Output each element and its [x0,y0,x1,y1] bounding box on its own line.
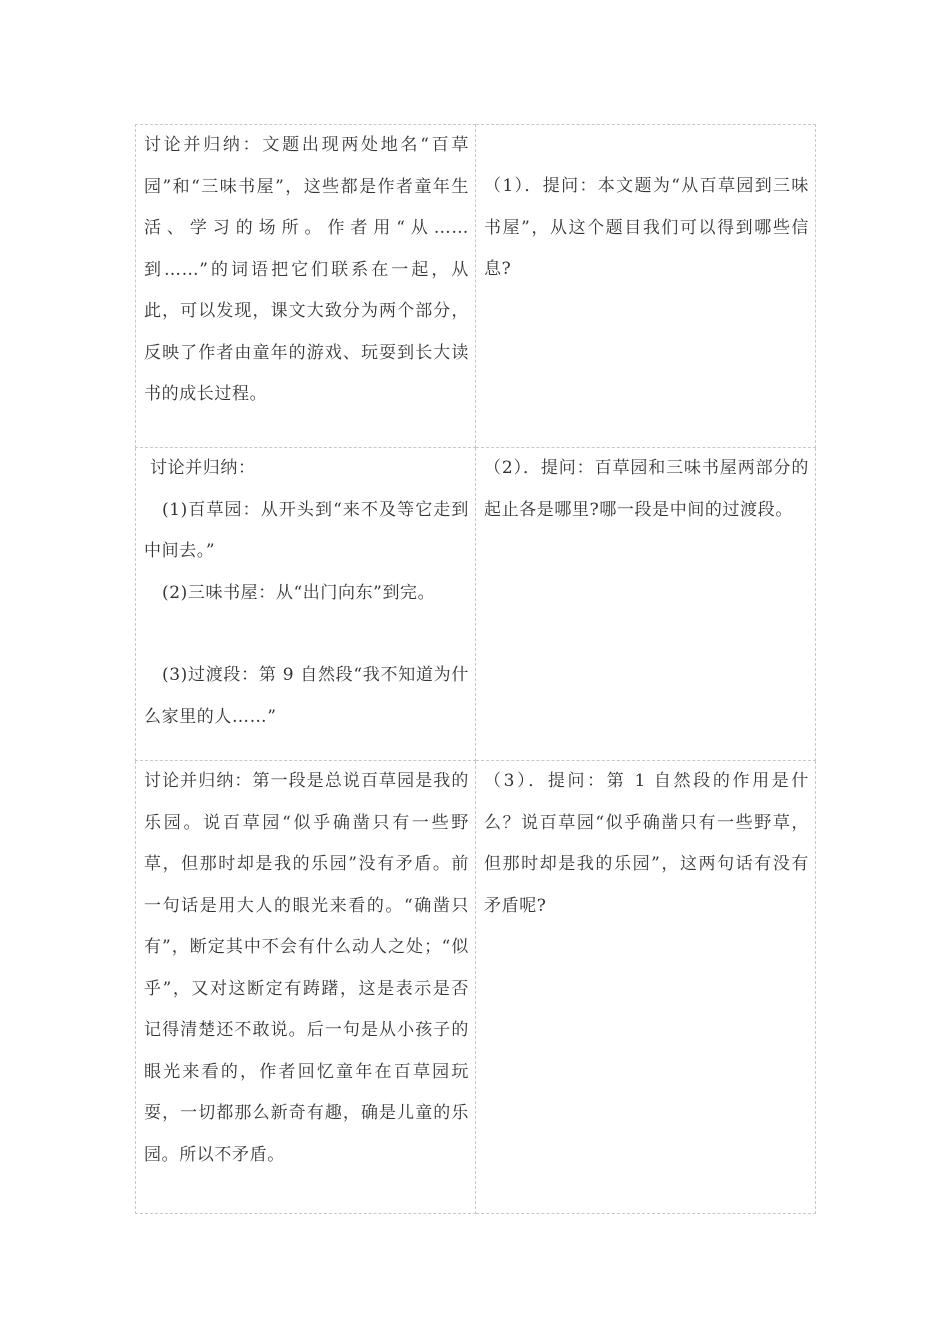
answer-item-2: (2)三味书屋：从“出门向东”到完。 [162,582,436,603]
question-cell [476,761,816,1214]
answer-cell [136,125,476,448]
table-row [136,761,816,1214]
answer-cell [136,761,476,1214]
answer-item-1: (1)百草园：从开头到“来不及等它走到中间去。” [144,499,469,561]
answer-text: 讨论并归纳：文题出现两处地名“百草园”和“三味书屋”，这些都是作者童年生活、学习的场所。作者用“从……到……”的词语把它们联系在一起，从此，可以发现，课文大致分为两个部分，反映了作者由童年的游戏、玩耍到长大读书的成长过程。 [144,135,469,404]
question-text: （1）．提问：本文题为“从百草园到三味书屋”，从这个题目我们可以得到哪些信息? [484,176,809,279]
spacer [144,614,469,655]
answer-heading: 讨论并归纳： [150,458,256,478]
question-text: （3）．提问：第 1 自然段的作用是什么？说百草园“似乎确凿只有一些野草，但那时却是我的乐园”，这两句话有没有矛盾呢? [484,771,809,916]
answer-cell [136,448,476,761]
question-cell [476,125,816,448]
lesson-table [135,124,816,1214]
table-row [136,448,816,761]
answer-text: 讨论并归纳：第一段是总说百草园是我的乐园。说百草园“似乎确凿只有一些野草，但那时却是我的乐园”没有矛盾。前一句话是用大人的眼光来看的。“确凿只有”，断定其中不会有什么动人之处；“似乎”，又对这断定有踌躇，这是表示是否记得清楚还不敢说。后一句是从小孩子的眼光来看的，作者回忆童年在百草园玩耍，一切都那么新奇有趣，确是儿童的乐园。所以不矛盾。 [144,771,469,1165]
question-text: （2）．提问：百草园和三味书屋两部分的起止各是哪里?哪一段是中间的过渡段。 [484,458,809,520]
table-row [136,125,816,448]
answer-item-3: (3)过渡段：第 9 自然段“我不知道为什么家里的人……” [144,665,469,727]
question-cell [476,448,816,761]
